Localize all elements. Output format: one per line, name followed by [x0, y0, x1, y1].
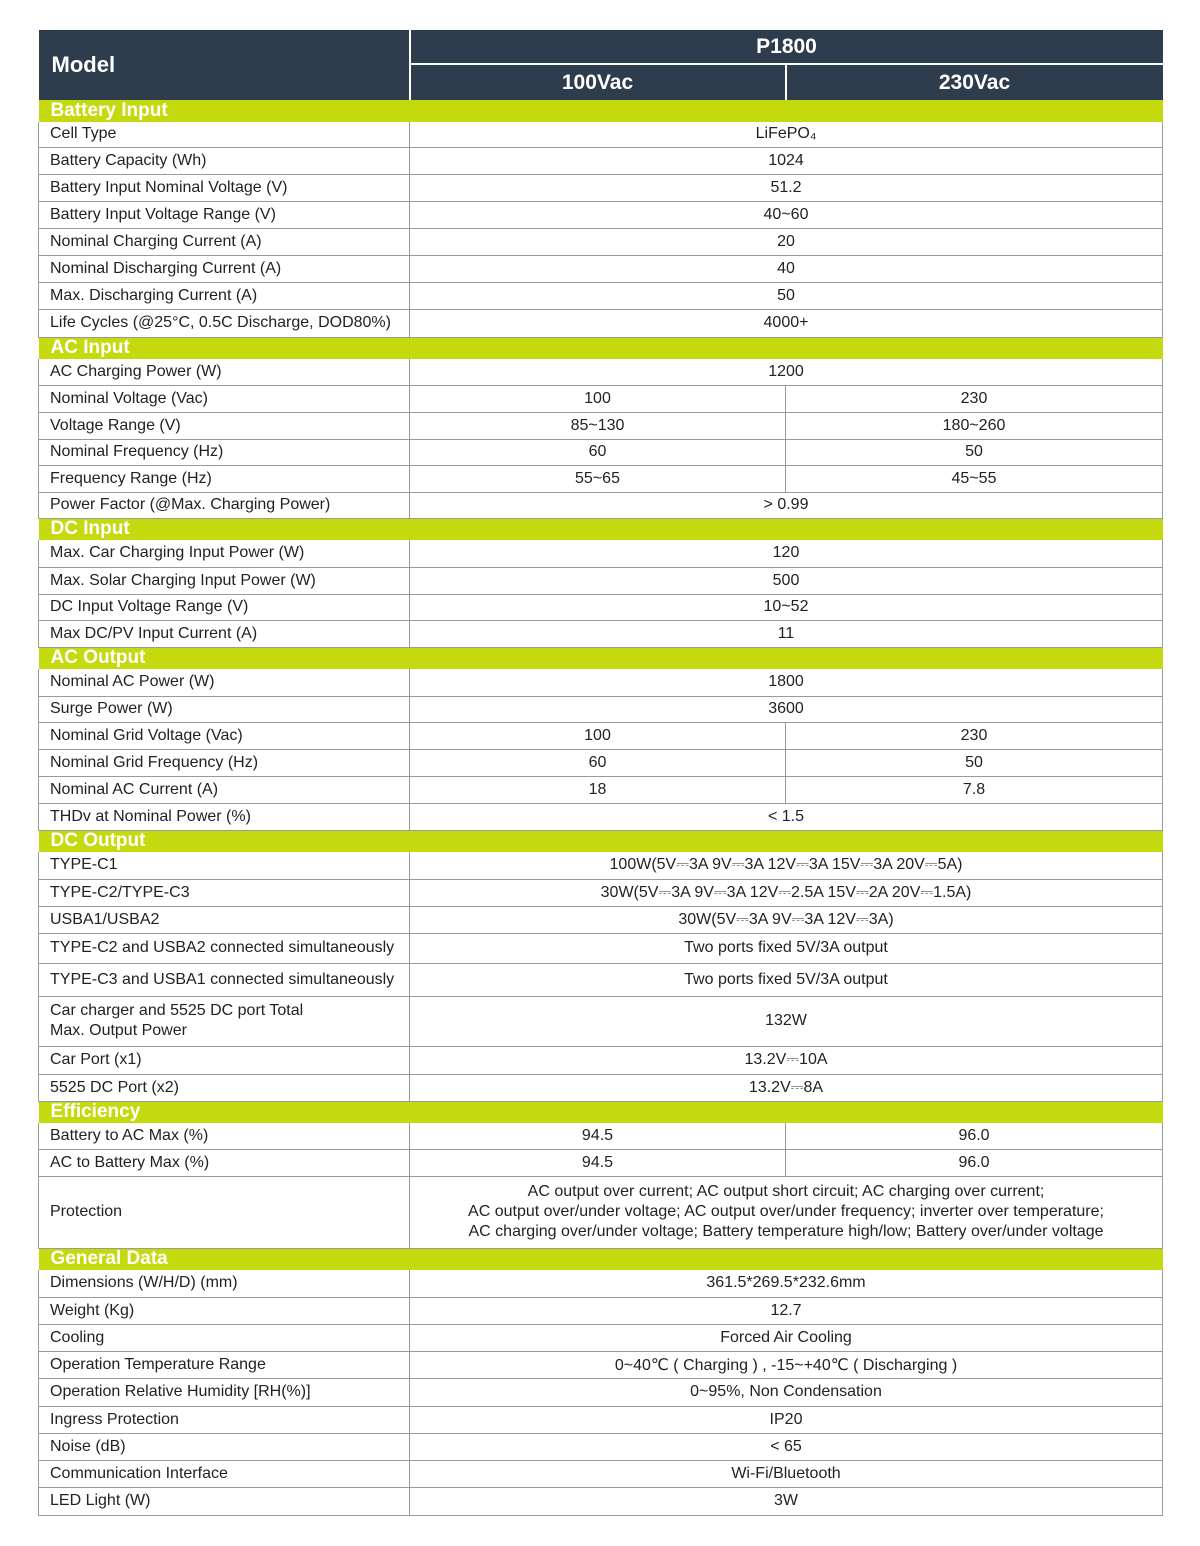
spec-value: AC output over current; AC output short circuit; AC charging over current; AC output over/under voltage; AC output over/under frequency; inverter over temperature; AC charging over/under voltage; Battery temperature high/low; Battery over/under voltage — [410, 1176, 1163, 1248]
spec-value-230vac: 50 — [786, 749, 1163, 776]
spec-row — [39, 1460, 1163, 1487]
spec-body — [39, 100, 1163, 1515]
spec-row — [39, 201, 1163, 228]
spec-row — [39, 696, 1163, 722]
spec-label: Battery Input Nominal Voltage (V) — [39, 174, 410, 201]
spec-value: < 65 — [410, 1433, 1163, 1460]
spec-value: 4000+ — [410, 309, 1163, 337]
spec-label: LED Light (W) — [39, 1487, 410, 1515]
spec-row — [39, 669, 1163, 696]
spec-label: AC Charging Power (W) — [39, 359, 410, 385]
spec-label: TYPE-C1 — [39, 852, 410, 879]
spec-value: 50 — [410, 282, 1163, 309]
spec-value-100vac: 85~130 — [410, 412, 786, 439]
spec-value-100vac: 60 — [410, 439, 786, 465]
spec-value: Two ports fixed 5V/3A output — [410, 933, 1163, 963]
spec-row — [39, 1074, 1163, 1101]
spec-label: DC Input Voltage Range (V) — [39, 594, 410, 620]
spec-value: 3600 — [410, 696, 1163, 722]
spec-label: Nominal AC Power (W) — [39, 669, 410, 696]
spec-value: 13.2V⎓8A — [410, 1074, 1163, 1101]
spec-label: TYPE-C2/TYPE-C3 — [39, 879, 410, 906]
spec-value: 40 — [410, 255, 1163, 282]
spec-label: Nominal Discharging Current (A) — [39, 255, 410, 282]
voltage-header-100vac: 100Vac — [410, 64, 786, 100]
spec-label: Life Cycles (@25°C, 0.5C Discharge, DOD80%) — [39, 309, 410, 337]
spec-label: Battery Input Voltage Range (V) — [39, 201, 410, 228]
spec-value: 1800 — [410, 669, 1163, 696]
spec-value: 11 — [410, 620, 1163, 647]
section-title: Efficiency — [39, 1101, 1163, 1123]
spec-value-100vac: 55~65 — [410, 465, 786, 492]
spec-value-230vac: 230 — [786, 385, 1163, 412]
spec-value-230vac: 180~260 — [786, 412, 1163, 439]
spec-value: 3W — [410, 1487, 1163, 1515]
spec-label: Nominal Frequency (Hz) — [39, 439, 410, 465]
spec-label: Cooling — [39, 1324, 410, 1351]
spec-label: Car Port (x1) — [39, 1046, 410, 1074]
spec-row — [39, 147, 1163, 174]
spec-label: Dimensions (W/H/D) (mm) — [39, 1270, 410, 1297]
spec-value: > 0.99 — [410, 492, 1163, 518]
spec-table — [38, 30, 1163, 1516]
spec-label: Car charger and 5525 DC port Total Max. Output Power — [39, 996, 410, 1046]
spec-row — [39, 492, 1163, 518]
spec-row — [39, 906, 1163, 933]
spec-value: 100W(5V⎓3A 9V⎓3A 12V⎓3A 15V⎓3A 20V⎓5A) — [410, 852, 1163, 879]
spec-row — [39, 963, 1163, 996]
spec-value: 13.2V⎓10A — [410, 1046, 1163, 1074]
spec-label: Nominal Voltage (Vac) — [39, 385, 410, 412]
spec-label: USBA1/USBA2 — [39, 906, 410, 933]
spec-row — [39, 412, 1163, 439]
spec-row — [39, 465, 1163, 492]
spec-label: Operation Relative Humidity [RH(%)] — [39, 1378, 410, 1406]
spec-label: Voltage Range (V) — [39, 412, 410, 439]
section-header-row — [39, 518, 1163, 540]
spec-row — [39, 1351, 1163, 1378]
spec-value-230vac: 45~55 — [786, 465, 1163, 492]
product-header: P1800 — [410, 30, 1163, 64]
spec-row — [39, 122, 1163, 147]
spec-label: Nominal Grid Voltage (Vac) — [39, 722, 410, 749]
spec-row — [39, 255, 1163, 282]
spec-value: 12.7 — [410, 1297, 1163, 1324]
spec-label: Ingress Protection — [39, 1406, 410, 1433]
section-header-row — [39, 1248, 1163, 1270]
spec-value: 1200 — [410, 359, 1163, 385]
spec-label: Protection — [39, 1176, 410, 1248]
spec-label: Max DC/PV Input Current (A) — [39, 620, 410, 647]
spec-row — [39, 309, 1163, 337]
spec-row — [39, 933, 1163, 963]
spec-label: Battery Capacity (Wh) — [39, 147, 410, 174]
section-title: DC Input — [39, 518, 1163, 540]
spec-label: Operation Temperature Range — [39, 1351, 410, 1378]
spec-value-230vac: 230 — [786, 722, 1163, 749]
spec-row — [39, 803, 1163, 830]
spec-row — [39, 722, 1163, 749]
spec-row — [39, 776, 1163, 803]
spec-label: Weight (Kg) — [39, 1297, 410, 1324]
spec-label: Nominal AC Current (A) — [39, 776, 410, 803]
spec-label: TYPE-C3 and USBA1 connected simultaneously — [39, 963, 410, 996]
spec-row — [39, 282, 1163, 309]
spec-value: 132W — [410, 996, 1163, 1046]
spec-label: 5525 DC Port (x2) — [39, 1074, 410, 1101]
section-header-row — [39, 1101, 1163, 1123]
spec-row — [39, 852, 1163, 879]
spec-row — [39, 1406, 1163, 1433]
spec-row — [39, 1487, 1163, 1515]
model-header: Model — [39, 30, 410, 100]
spec-value-100vac: 60 — [410, 749, 786, 776]
section-title: Battery Input — [39, 100, 1163, 122]
section-title: AC Output — [39, 647, 1163, 669]
spec-value-230vac: 50 — [786, 439, 1163, 465]
spec-value: 1024 — [410, 147, 1163, 174]
spec-label: AC to Battery Max (%) — [39, 1149, 410, 1176]
spec-row — [39, 1149, 1163, 1176]
spec-label: Noise (dB) — [39, 1433, 410, 1460]
spec-value: 20 — [410, 228, 1163, 255]
spec-value: Forced Air Cooling — [410, 1324, 1163, 1351]
spec-row — [39, 1378, 1163, 1406]
spec-value: IP20 — [410, 1406, 1163, 1433]
spec-label: Max. Car Charging Input Power (W) — [39, 540, 410, 567]
spec-row — [39, 567, 1163, 594]
spec-row — [39, 439, 1163, 465]
spec-row — [39, 1297, 1163, 1324]
spec-value-230vac: 7.8 — [786, 776, 1163, 803]
section-header-row — [39, 337, 1163, 359]
spec-label: Battery to AC Max (%) — [39, 1123, 410, 1149]
spec-row — [39, 1270, 1163, 1297]
spec-value: 500 — [410, 567, 1163, 594]
section-header-row — [39, 647, 1163, 669]
spec-row — [39, 620, 1163, 647]
spec-row — [39, 174, 1163, 201]
spec-value-100vac: 100 — [410, 385, 786, 412]
spec-value: < 1.5 — [410, 803, 1163, 830]
spec-value: 30W(5V⎓3A 9V⎓3A 12V⎓3A) — [410, 906, 1163, 933]
spec-label: Max. Solar Charging Input Power (W) — [39, 567, 410, 594]
spec-row — [39, 594, 1163, 620]
spec-value-100vac: 94.5 — [410, 1149, 786, 1176]
spec-value-230vac: 96.0 — [786, 1123, 1163, 1149]
spec-value-100vac: 18 — [410, 776, 786, 803]
spec-row — [39, 749, 1163, 776]
spec-row — [39, 540, 1163, 567]
spec-row — [39, 385, 1163, 412]
voltage-header-230vac: 230Vac — [786, 64, 1163, 100]
spec-value-230vac: 96.0 — [786, 1149, 1163, 1176]
section-title: General Data — [39, 1248, 1163, 1270]
spec-value: 10~52 — [410, 594, 1163, 620]
spec-label: TYPE-C2 and USBA2 connected simultaneously — [39, 933, 410, 963]
spec-value: 120 — [410, 540, 1163, 567]
spec-value: Two ports fixed 5V/3A output — [410, 963, 1163, 996]
spec-row — [39, 879, 1163, 906]
spec-value-100vac: 100 — [410, 722, 786, 749]
spec-row — [39, 996, 1163, 1046]
spec-label: Surge Power (W) — [39, 696, 410, 722]
spec-label: Communication Interface — [39, 1460, 410, 1487]
spec-value: 361.5*269.5*232.6mm — [410, 1270, 1163, 1297]
spec-row — [39, 1123, 1163, 1149]
spec-value-100vac: 94.5 — [410, 1123, 786, 1149]
spec-row — [39, 1046, 1163, 1074]
spec-label: Nominal Charging Current (A) — [39, 228, 410, 255]
spec-row — [39, 228, 1163, 255]
section-title: DC Output — [39, 830, 1163, 852]
spec-label: Frequency Range (Hz) — [39, 465, 410, 492]
spec-row — [39, 1433, 1163, 1460]
spec-label: THDv at Nominal Power (%) — [39, 803, 410, 830]
spec-label: Cell Type — [39, 122, 410, 147]
section-header-row — [39, 830, 1163, 852]
spec-row — [39, 1176, 1163, 1248]
spec-value: LiFePO₄ — [410, 122, 1163, 147]
spec-label: Nominal Grid Frequency (Hz) — [39, 749, 410, 776]
spec-value: Wi-Fi/Bluetooth — [410, 1460, 1163, 1487]
spec-value: 0~95%, Non Condensation — [410, 1378, 1163, 1406]
spec-row — [39, 1324, 1163, 1351]
spec-label: Power Factor (@Max. Charging Power) — [39, 492, 410, 518]
spec-value: 30W(5V⎓3A 9V⎓3A 12V⎓2.5A 15V⎓2A 20V⎓1.5A) — [410, 879, 1163, 906]
section-header-row — [39, 100, 1163, 122]
spec-value: 51.2 — [410, 174, 1163, 201]
spec-value: 0~40℃ ( Charging ) , -15~+40℃ ( Discharging ) — [410, 1351, 1163, 1378]
section-title: AC Input — [39, 337, 1163, 359]
spec-label: Max. Discharging Current (A) — [39, 282, 410, 309]
spec-row — [39, 359, 1163, 385]
spec-value: 40~60 — [410, 201, 1163, 228]
